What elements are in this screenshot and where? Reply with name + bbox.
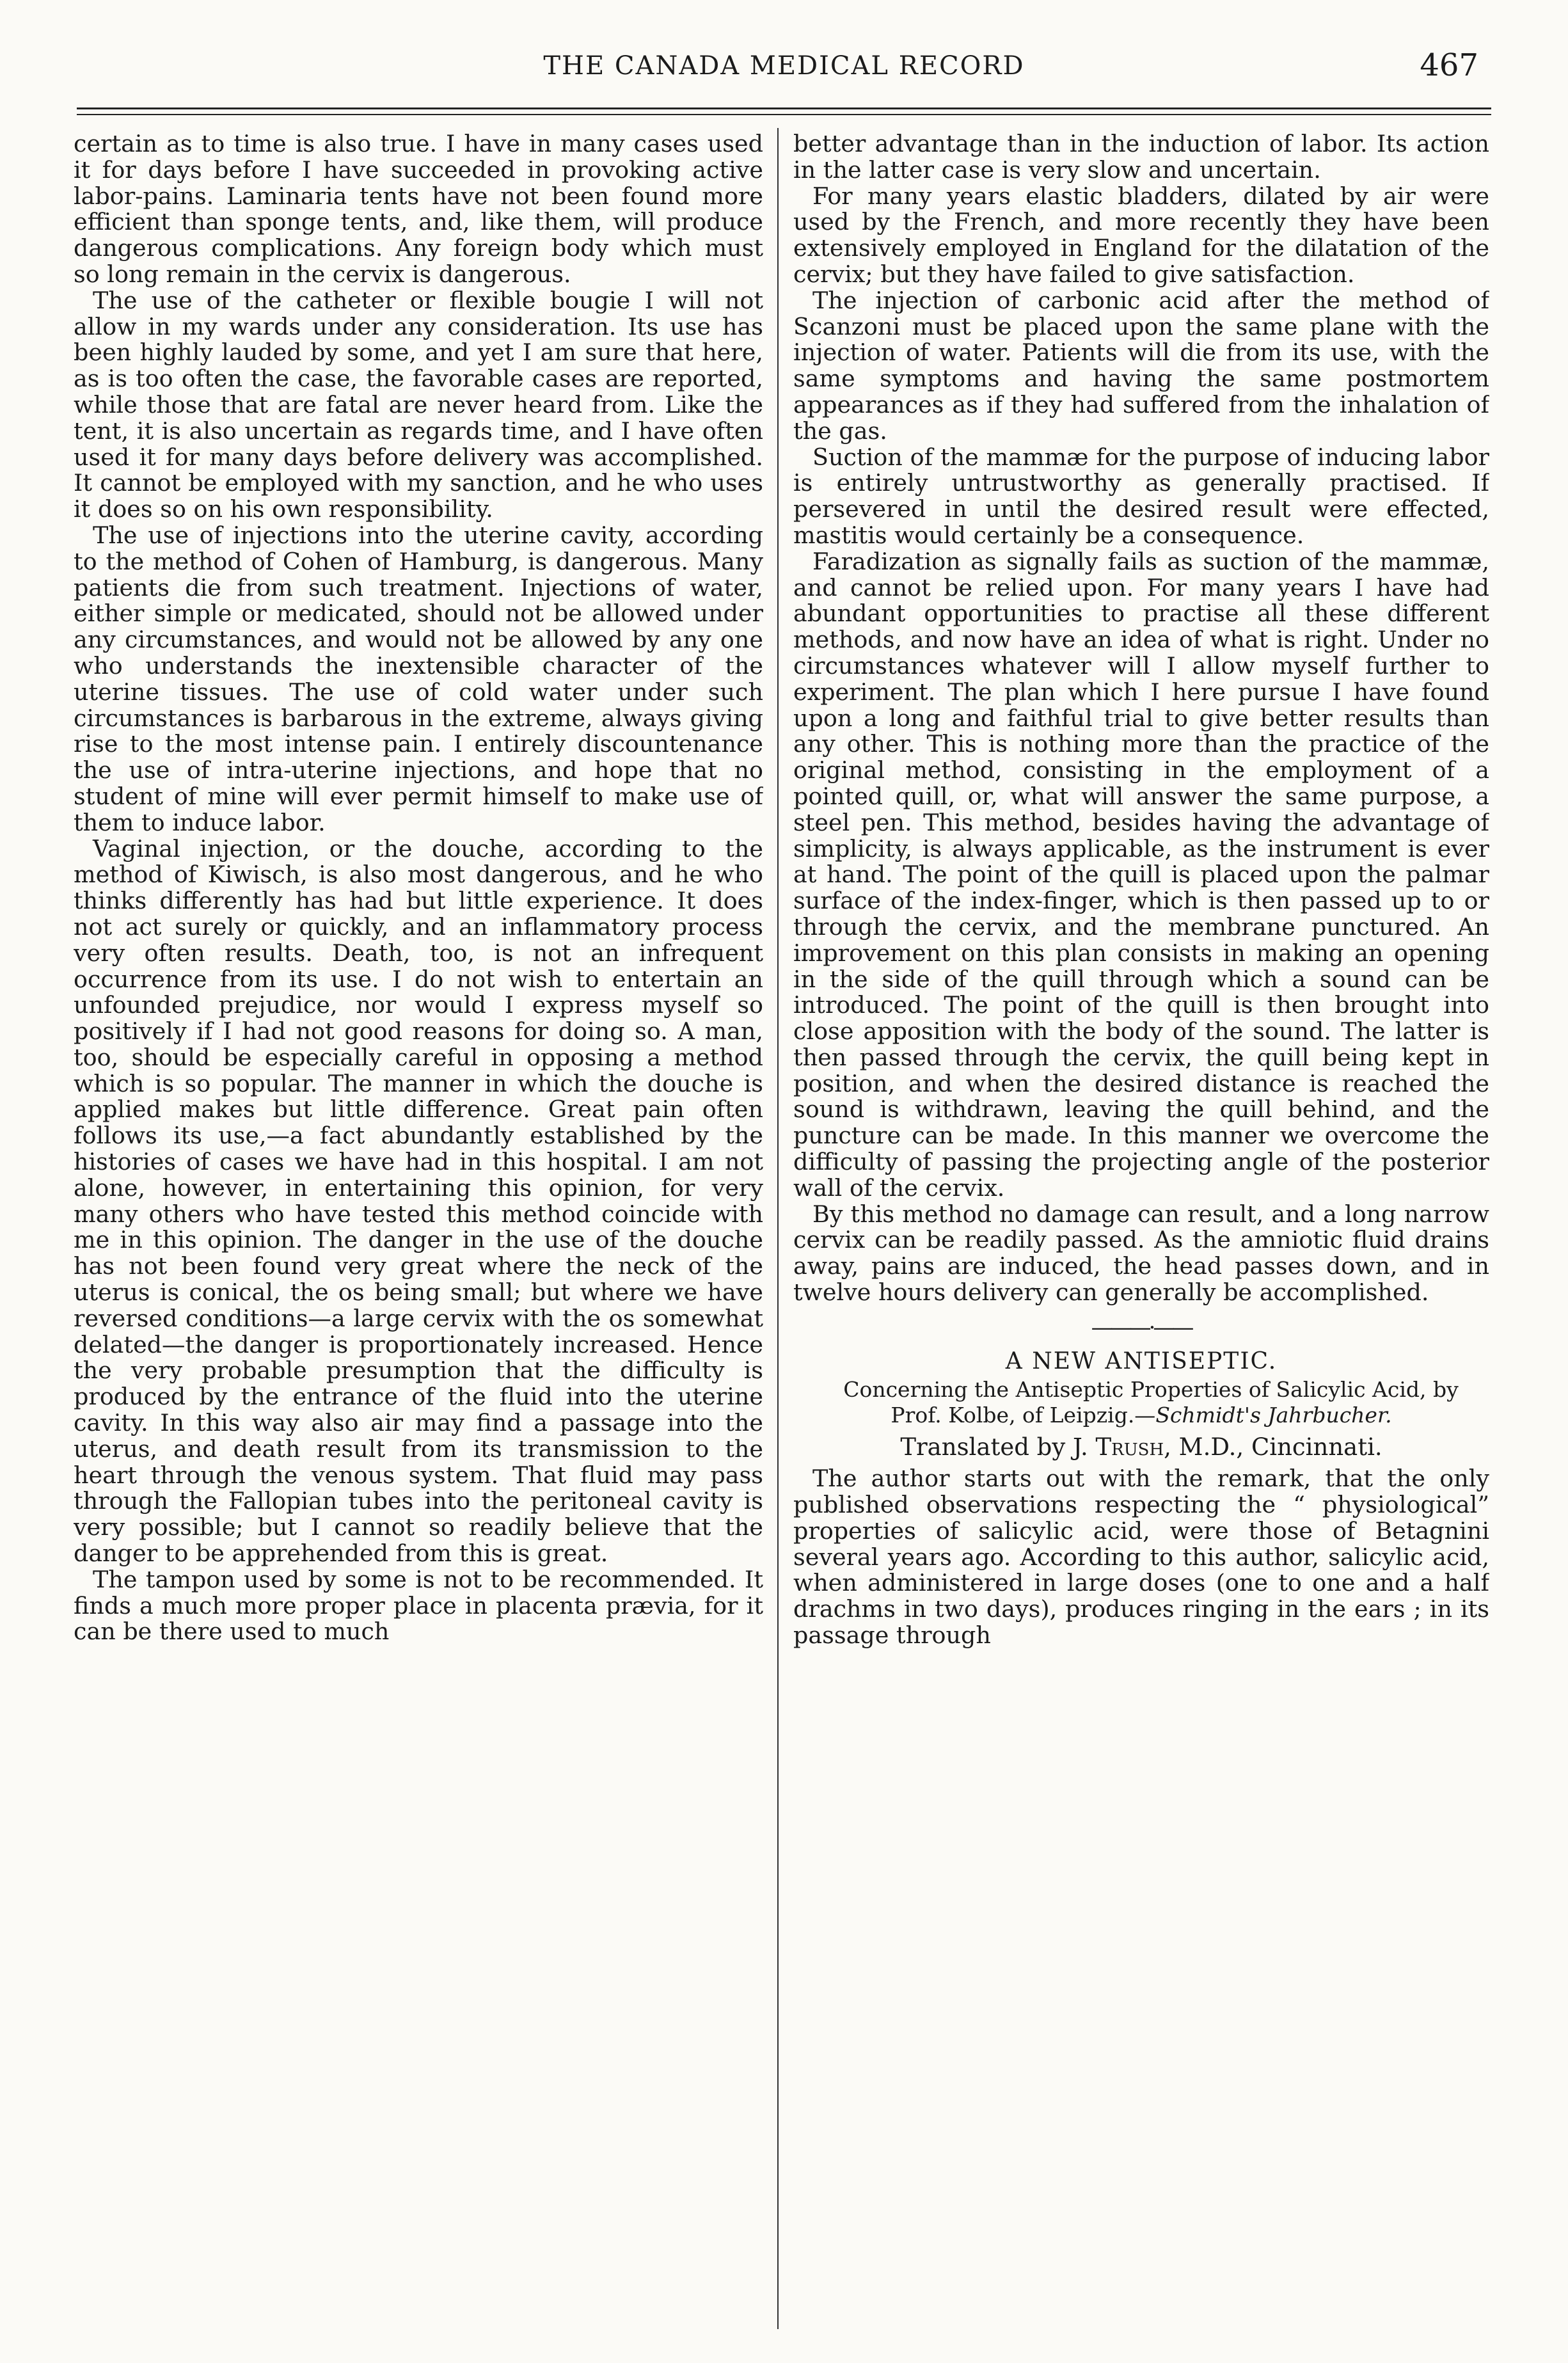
running-title: THE CANADA MEDICAL RECORD xyxy=(543,51,1025,81)
left-column xyxy=(74,131,763,2332)
article-source: Schmidt's Jahrbucher. xyxy=(1155,1403,1392,1428)
header-rule-secondary xyxy=(77,114,1491,115)
page-number: 467 xyxy=(1420,47,1478,83)
right-column xyxy=(793,131,1489,2332)
translator-suffix: , M.D., Cincinnati. xyxy=(1164,1433,1382,1461)
paragraph: Faradization as signally fails as suction of the mammæ, and cannot be relied upon. For many years I have had abundant opportunities to practise all these different methods, and now have an idea of what is right. Under no circumstances whatever will I allow myself further to experiment. The plan which I here pursue I have found upon a long and faithful trial to give better results than any other. This is nothing more than the practice of the original method, consisting in the employment of a pointed quill, or, what will answer the same purpose, a steel pen. This method, besides having the advantage of simplicity, is always applicable, as the instrument is ever at hand. The point of the quill is placed upon the palmar surface of the index-finger, which is then passed up to or through the cervix, and the membrane punctured. An improvement on this plan consists in making an opening in the side of the quill through which a sound can be introduced. The point of the quill is then brought into close apposition with the body of the sound. The latter is then passed through the cervix, the quill being kept in position, and when the desired distance is reached the sound is withdrawn, leaving the quill behind, and the puncture can be made. In this manner we overcome the difficulty of passing the projecting angle of the posterior wall of the cervix. xyxy=(793,547,1489,1202)
paragraph: The use of the catheter or flexible bougie I will not allow in my wards under any consideration. Its use has been highly lauded by some, and yet I am sure that here, as is too often the case, the favorable cases are reported, while those that are fatal are never heard from. Like the tent, it is also uncertain as regards time, and I have often used it for many days before delivery was accomplished. It cannot be employed with my sanction, and he who uses it does so on his own responsibility. xyxy=(74,286,763,523)
paragraph: Suction of the mammæ for the purpose of inducing labor is entirely untrustworthy as generally practised. If persevered in until the desired result were effected, mastitis would certainly be a consequence. xyxy=(793,443,1489,549)
article-subtitle xyxy=(793,1377,1489,1428)
paragraph: By this method no damage can result, and a long narrow cervix can be readily passed. As the amniotic fluid drains away, pains are induced, the head passes down, and in twelve hours delivery can generally be accomplished. xyxy=(793,1200,1489,1307)
header-rule xyxy=(77,107,1491,109)
paragraph: The injection of carbonic acid after the method of Scanzoni must be placed upon the same plane with the injection of water. Patients will die from its use, with the same symptoms and having the same postmortem appearances as if they had suffered from the inhalation of the gas. xyxy=(793,286,1489,445)
translator-prefix: Translated by J. xyxy=(900,1433,1088,1461)
paragraph: The use of injections into the uterine cavity, according to the method of Cohen of Hamburg, is dangerous. Many patients die from such treatment. Injections of water, either simple or medicated, should not be allowed under any circumstances, and would not be allowed by any one who understands the inextensible character of the uterine tissues. The use of cold water under such circumstances is barbarous in the extreme, always giving rise to the most intense pain. I entirely discountenance the use of intra-uterine injections, and hope that no student of mine will ever permit himself to make use of them to induce labor. xyxy=(74,521,763,836)
article-subtitle-line2: Prof. Kolbe, of Leipzig.— xyxy=(891,1403,1156,1428)
translator-name: Trush xyxy=(1095,1433,1164,1461)
article-paragraph: The author starts out with the remark, that the only published observations respecting the “ physiological” properties of salicylic acid, were those of Betagnini several years ago. According to this author, salicylic acid, when administered in large doses (one to one and a half drachms in two days), produces ringing in the ears ; in its passage through xyxy=(793,1465,1489,1650)
running-head xyxy=(77,45,1491,90)
paragraph: For many years elastic bladders, dilated by air were used by the French, and more recently they have been extensively employed in England for the dilatation of the cervix; but they have failed to give satisfaction. xyxy=(793,182,1489,288)
paragraph: better advantage than in the induction of labor. Its action in the latter case is very slow and uncertain. xyxy=(793,131,1489,184)
article-subtitle-line1: Concerning the Antiseptic Properties of Salicylic Acid, by xyxy=(843,1377,1459,1403)
column-divider xyxy=(777,128,779,2329)
article-title: A NEW ANTISEPTIC. xyxy=(1005,1348,1278,1374)
paragraph: certain as to time is also true. I have in many cases used it for days before I have succeeded in provoking active labor-pains. Laminaria tents have not been found more efficient than sponge tents, and, like them, will produce dangerous complications. Any foreign body which must so long remain in the cervix is dangerous. xyxy=(74,131,763,288)
article-translator xyxy=(793,1435,1489,1461)
paragraph: The tampon used by some is not to be recommended. It finds a much more proper place in placenta prævia, for it can be there used to much xyxy=(74,1565,763,1646)
section-separator: ———·—— xyxy=(1091,1314,1192,1341)
paragraph: Vaginal injection, or the douche, according to the method of Kiwisch, is also most dangerous, and he who thinks differently has had but little experience. It does not act surely or quickly, and an inflammatory process very often results. Death, too, is not an infrequent occurrence from its use. I do not wish to entertain an unfounded prejudice, nor would I express myself so positively if I had not good reasons for doing so. A man, too, should be especially careful in opposing a method which is so popular. The manner in which the douche is applied makes but little difference. Great pain often follows its use,—a fact abundantly established by the histories of cases we have had in this hospital. I am not alone, however, in entertaining this opinion, for very many others who have tested this method coincide with me in this opinion. The danger in the use of the douche has not been found very great where the neck of the uterus is conical, the os being small; but where we have reversed conditions—a large cervix with the os somewhat delated—the danger is proportionately increased. Hence the very probable presumption that the difficulty is produced by the entrance of the fluid into the uterine cavity. In this way also air may find a passage into the uterus, and death result from its transmission to the heart through the venous system. That fluid may pass through the Fallopian tubes into the peritoneal cavity is very possible; but I cannot so readily believe that the danger to be apprehended from this is great. xyxy=(74,834,763,1568)
